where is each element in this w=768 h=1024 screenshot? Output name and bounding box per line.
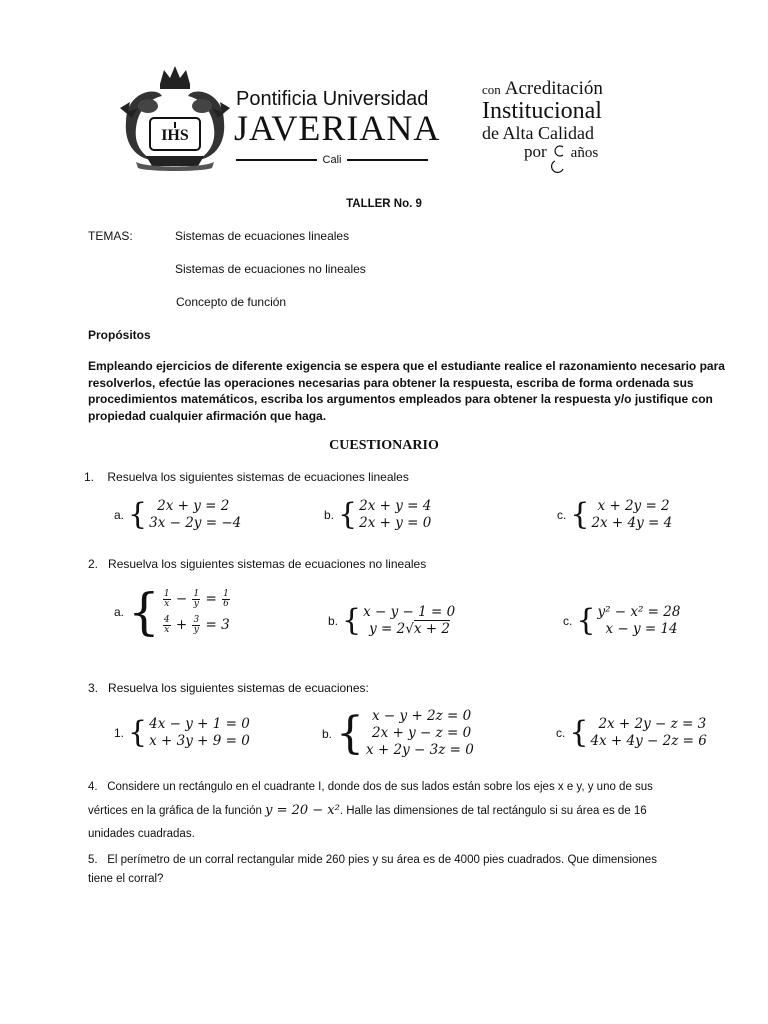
seal-letters: IHS: [161, 127, 189, 144]
q2-a-label: a.: [114, 605, 125, 619]
q1-c-label: c.: [557, 508, 567, 522]
question-5-line1: El perímetro de un corral rectangular mide 260 pies y su área es de 4000 pies cuadrados. Que dimensiones: [107, 854, 657, 866]
q2-a-equations: [162, 586, 231, 638]
question-1: [84, 470, 409, 484]
question-4-line1: Considere un rectángulo en el cuadrante I, donde dos de sus lados están sobre los ejes x e y, y uno de sus: [107, 781, 653, 793]
q3-system-c: [556, 716, 707, 750]
brace-icon: {: [336, 707, 365, 759]
brace-icon: {: [576, 603, 596, 638]
q2-c-eq1: y² − x² = 28: [597, 604, 681, 620]
q2-b-eq1: x − y − 1 = 0: [363, 604, 456, 620]
accreditation-line3: de Alta Calidad: [482, 123, 594, 143]
brace-icon: {: [338, 497, 358, 532]
fraction: [163, 616, 171, 635]
q2-c-label: c.: [563, 614, 573, 628]
q3-b-eq1: x − y + 2z = 0: [372, 708, 472, 724]
q3-1-equations: [149, 716, 250, 750]
question-4-line2-row: [88, 799, 653, 823]
accreditation-years: años: [570, 145, 599, 161]
sqrt-icon: √: [405, 621, 414, 637]
q3-1-label: 1.: [114, 726, 125, 740]
q2-system-a: [114, 583, 231, 641]
q1-system-c: [557, 498, 672, 532]
denominator: y: [193, 599, 199, 609]
q2-c-eq2: x − y = 14: [605, 621, 678, 637]
q1-b-equations: [359, 498, 431, 532]
q3-1-eq1: 4x − y + 1 = 0: [149, 716, 250, 732]
tema-item-3: Concepto de función: [176, 295, 287, 309]
question-4: [88, 776, 653, 846]
eight-numeral-icon: [551, 143, 567, 173]
numerator: 1: [193, 589, 200, 599]
brace-icon: {: [128, 497, 148, 532]
propositos-text: Empleando ejercicios de diferente exigencia se espera que el estudiante realice el razonamiento necesario para resolverlos, efectúe las operaciones necesarias para obtener la respuesta, escriba de forma ordenada sus procedimientos matemáticos, escriba los argumentos empleados para obtener la respuesta y/o justifique con propiedad cualquier afirmación que haga.: [88, 359, 725, 423]
rule-right: [347, 159, 428, 161]
q3-b-eq3: x + 2y − 3z = 0: [366, 742, 474, 758]
q1-c-equations: [591, 498, 672, 532]
q2-c-equations: [597, 604, 680, 638]
operator: +: [175, 617, 188, 633]
denominator: x: [164, 625, 170, 635]
accreditation-line4-row: [482, 143, 632, 169]
accreditation-con: con: [482, 82, 501, 97]
q1-a-eq2: 3x − 2y = −4: [149, 515, 242, 531]
question-5-line1-row: [88, 851, 657, 870]
brace-icon: {: [128, 583, 160, 641]
tema-item-2: Sistemas de ecuaciones no lineales: [175, 262, 366, 276]
operator: −: [175, 591, 188, 607]
q2-b-radicand: x + 2: [413, 621, 450, 637]
numerator: 3: [193, 615, 200, 625]
q2-a-eq2: [162, 612, 231, 638]
brace-icon: {: [128, 715, 148, 750]
rule-left: [236, 159, 317, 161]
q2-system-b: [328, 604, 455, 638]
q3-c-equations: [590, 716, 706, 750]
propositos-heading: Propósitos: [88, 328, 151, 342]
question-4-line3: unidades cuadradas.: [88, 828, 195, 840]
denominator: y: [193, 625, 199, 635]
accreditation-line2: Institucional: [482, 98, 602, 124]
q3-system-1: [114, 716, 250, 750]
numerator: 4: [163, 615, 170, 625]
q1-a-eq1: 2x + y = 2: [157, 498, 230, 514]
q2-a-rhs2: = 3: [205, 617, 230, 633]
question-3-number: 3.: [88, 681, 99, 695]
q2-b-eq2-left: y = 2: [369, 621, 406, 637]
q3-b-eq2: 2x + y − z = 0: [372, 725, 472, 741]
question-5-line2: tiene el corral?: [88, 873, 164, 885]
operator: =: [205, 591, 217, 607]
q2-b-eq2: [363, 621, 455, 638]
fraction: [192, 616, 200, 635]
temas-label: TEMAS:: [88, 229, 133, 243]
brace-icon: {: [570, 497, 590, 532]
q1-c-eq1: x + 2y = 2: [597, 498, 670, 514]
q1-system-b: [324, 498, 431, 532]
numerator: 1: [163, 589, 170, 599]
accreditation-por: por: [524, 142, 547, 161]
cuestionario-heading: CUESTIONARIO: [329, 438, 439, 453]
q1-a-label: a.: [114, 508, 125, 522]
question-4-number: 4.: [88, 781, 98, 793]
q1-b-eq2: 2x + y = 0: [359, 515, 432, 531]
q2-b-label: b.: [328, 614, 339, 628]
question-4-line2a: vértices en la gráfica de la función: [88, 805, 262, 817]
question-1-number: 1.: [84, 470, 95, 484]
university-name-line1: Pontificia Universidad: [236, 88, 429, 110]
question-3-text: Resuelva los siguientes sistemas de ecuaciones:: [108, 681, 369, 695]
question-4-function: y = 20 − x²: [265, 803, 340, 818]
question-4-line2b: . Halle las dimensiones de tal rectángulo si su área es de 16: [339, 805, 647, 817]
q1-b-eq1: 2x + y = 4: [359, 498, 432, 514]
university-city-rule: [236, 154, 428, 166]
q1-a-equations: [149, 498, 241, 532]
fraction: [222, 590, 230, 609]
university-city: Cali: [322, 154, 342, 166]
q3-c-label: c.: [556, 726, 566, 740]
fraction: [163, 590, 171, 609]
q1-c-eq2: 2x + 4y = 4: [591, 515, 673, 531]
denominator: 6: [223, 599, 229, 609]
q3-b-equations: [366, 708, 474, 759]
q3-c-eq2: 4x + 4y − 2z = 6: [590, 733, 707, 749]
question-5: [88, 851, 657, 889]
q3-1-eq2: x + 3y + 9 = 0: [149, 733, 250, 749]
q2-a-eq1: [162, 586, 231, 612]
question-1-text: Resuelva los siguientes sistemas de ecuaciones lineales: [107, 470, 409, 484]
question-3: [88, 681, 369, 695]
q1-system-a: [114, 498, 241, 532]
fraction: [192, 590, 200, 609]
tema-item-1: Sistemas de ecuaciones lineales: [175, 229, 350, 243]
accreditation-line1-row: [482, 80, 632, 99]
denominator: x: [164, 599, 170, 609]
brace-icon: {: [569, 715, 589, 750]
accreditation-eight-graphic: [551, 143, 567, 169]
q3-c-eq1: 2x + 2y − z = 3: [598, 716, 707, 732]
accreditation-block: [482, 80, 632, 169]
q3-b-label: b.: [322, 726, 333, 741]
university-name-line2: JAVERIANA: [234, 108, 441, 148]
question-2-text: Resuelva los siguientes sistemas de ecuaciones no lineales: [108, 557, 427, 571]
q1-b-label: b.: [324, 508, 335, 522]
accreditation-line1: Acreditación: [504, 78, 603, 99]
numerator: 1: [223, 589, 229, 599]
q2-system-c: [563, 604, 680, 638]
question-4-line1-row: [88, 776, 653, 799]
q3-system-b: [322, 708, 474, 759]
question-2-number: 2.: [88, 557, 99, 571]
page-title: TALLER No. 9: [346, 198, 422, 210]
university-seal: [116, 62, 234, 174]
seal-graphic: [116, 62, 234, 174]
q2-b-equations: [363, 604, 455, 638]
question-2: [88, 557, 426, 571]
brace-icon: {: [342, 603, 362, 638]
question-5-number: 5.: [88, 854, 98, 866]
